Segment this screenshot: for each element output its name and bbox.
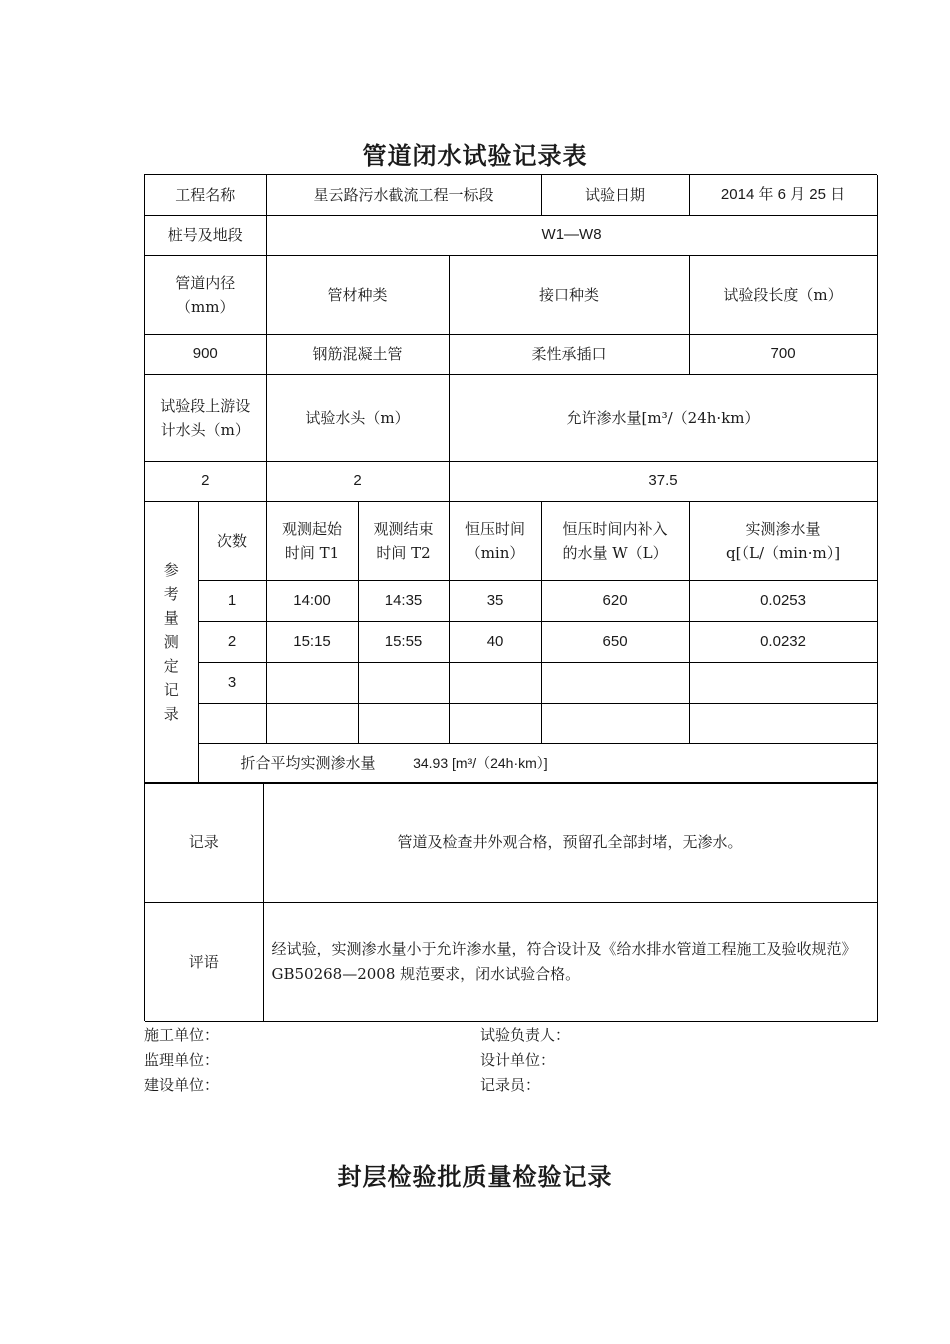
pipe-material-value: 钢筋混凝土管 (266, 334, 449, 374)
allowed-seepage-label: 允许渗水量[m³/（24h·km） (449, 374, 877, 461)
joint-type-value: 柔性承插口 (449, 334, 689, 374)
test-length-value: 700 (689, 334, 877, 374)
test-date-label: 试验日期 (541, 175, 689, 215)
start-time-cell: 14:00 (266, 580, 358, 621)
upstream-head-label (145, 374, 266, 461)
count-header: 次数 (198, 501, 266, 580)
side-char: 定 (163, 657, 179, 675)
duration-cell (449, 662, 541, 703)
test-length-label: 试验段长度（m） (689, 255, 877, 334)
document-title: 管道闭水试验记录表 (362, 142, 588, 170)
allowed-seepage-value: 37.5 (449, 461, 877, 501)
end-time-cell: 15:55 (358, 621, 449, 662)
record-label: 记录 (145, 783, 263, 902)
pipe-diameter-label-line1: 管道内径 (175, 273, 236, 292)
water-added-cell (541, 703, 689, 743)
pipe-diameter-value: 900 (145, 334, 266, 374)
side-char: 录 (163, 705, 179, 723)
count-cell: 2 (198, 621, 266, 662)
end-time-cell (358, 703, 449, 743)
start-time-header-line2: 时间 T1 (284, 543, 340, 562)
duration-cell (449, 703, 541, 743)
measured-seepage-cell: 0.0253 (689, 580, 877, 621)
count-cell: 1 (198, 580, 266, 621)
side-char: 测 (163, 633, 179, 651)
record-comment-table (144, 782, 877, 1021)
station-label: 桩号及地段 (145, 215, 266, 255)
table-row (145, 662, 877, 703)
tester-label: 试验负责人： (480, 1026, 571, 1044)
project-name-label: 工程名称 (145, 175, 266, 215)
start-time-cell (266, 662, 358, 703)
measured-seepage-header (689, 501, 877, 580)
start-time-cell: 15:15 (266, 621, 358, 662)
comment-text: 经试验，实测渗水量小于允许渗水量，符合设计及《给水排水管道工程施工及验收规范》GB50268—2008 规范要求，闭水试验合格。 (263, 902, 877, 1021)
upstream-head-label-line1: 试验段上游设 (160, 396, 251, 415)
test-record-table (144, 174, 877, 783)
measured-seepage-cell: 0.0232 (689, 621, 877, 662)
start-time-header (266, 501, 358, 580)
test-head-label: 试验水头（m） (266, 374, 449, 461)
supervisor-label: 监理单位： (144, 1051, 220, 1069)
measured-seepage-header-line1: 实测渗水量 (745, 519, 821, 538)
water-added-header-line1: 恒压时间内补入 (562, 519, 668, 538)
upstream-head-value: 2 (145, 461, 266, 501)
station-value: W1—W8 (266, 215, 877, 255)
water-added-header-line2: 的水量 W（L） (562, 543, 668, 562)
record-text: 管道及检查井外观合格，预留孔全部封堵，无渗水。 (263, 783, 877, 902)
project-name-value: 星云路污水截流工程一标段 (266, 175, 541, 215)
comment-label: 评语 (145, 902, 263, 1021)
side-char: 考 (163, 585, 179, 603)
water-added-cell: 620 (541, 580, 689, 621)
end-time-header (358, 501, 449, 580)
pipe-diameter-label-line2: （mm） (176, 297, 235, 316)
measurement-side-label (145, 501, 198, 783)
average-seepage-label: 折合平均实测渗水量 (240, 754, 376, 772)
designer-label: 设计单位： (480, 1051, 556, 1069)
duration-cell: 40 (449, 621, 541, 662)
measured-seepage-cell (689, 703, 877, 743)
owner-label: 建设单位： (144, 1076, 220, 1094)
water-added-header (541, 501, 689, 580)
measured-seepage-header-line2: q[（L/（min·m）] (726, 543, 841, 562)
average-seepage-value: 34.93 [m³/（24h·km）] (413, 755, 548, 771)
footer-left (144, 1023, 219, 1098)
pipe-material-label: 管材种类 (266, 255, 449, 334)
duration-header-line2: （min） (465, 543, 525, 562)
end-time-cell (358, 662, 449, 703)
test-date-value: 2014 年 6 月 25 日 (689, 175, 877, 215)
side-char: 量 (163, 609, 179, 627)
end-time-cell: 14:35 (358, 580, 449, 621)
water-added-cell: 650 (541, 621, 689, 662)
start-time-header-line1: 观测起始 (282, 519, 343, 538)
test-head-value: 2 (266, 461, 449, 501)
end-time-header-line2: 时间 T2 (376, 543, 431, 562)
start-time-cell (266, 703, 358, 743)
end-time-header-line1: 观测结束 (373, 519, 434, 538)
builder-label: 施工单位： (144, 1026, 220, 1044)
side-char: 记 (163, 681, 179, 699)
table-row (145, 580, 877, 621)
footer-right (480, 1023, 570, 1098)
duration-header-line1: 恒压时间 (465, 519, 526, 538)
average-seepage-row (198, 743, 877, 783)
upstream-head-label-line2: 计水头（m） (160, 420, 250, 439)
water-added-cell (541, 662, 689, 703)
side-char: 参 (163, 561, 179, 579)
next-section-title: 封层检验批质量检验记录 (337, 1163, 613, 1191)
count-cell: 3 (198, 662, 266, 703)
duration-header (449, 501, 541, 580)
measured-seepage-cell (689, 662, 877, 703)
table-row (145, 703, 877, 743)
recorder-label: 记录员： (480, 1076, 541, 1094)
pipe-diameter-label (145, 255, 266, 334)
count-cell (198, 703, 266, 743)
table-row (145, 621, 877, 662)
joint-type-label: 接口种类 (449, 255, 689, 334)
duration-cell: 35 (449, 580, 541, 621)
